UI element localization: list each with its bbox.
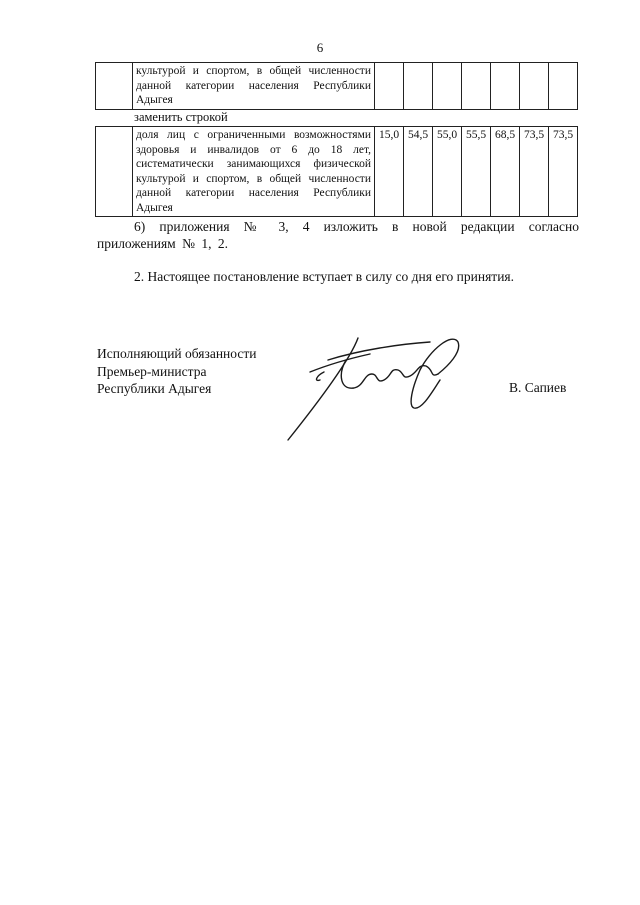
table-cell-value: 73,5	[549, 127, 578, 217]
paragraph-amendment-6: 6) приложения № 3, 4 изложить в новой редакции согласно приложениям № 1, 2.	[97, 219, 579, 251]
table-row-replacement	[95, 126, 578, 217]
paragraph-effective-date: 2. Настоящее постановление вступает в силу со дня его принятия.	[134, 269, 515, 284]
table-cell-value: 55,5	[462, 127, 491, 217]
table-cell-value: 73,5	[520, 127, 549, 217]
table-cell-value	[520, 63, 549, 110]
table-cell-value	[404, 63, 433, 110]
table-cell-value	[549, 63, 578, 110]
page-number: 6	[316, 40, 324, 55]
signatory-name: В. Сапиев	[509, 380, 567, 395]
signatory-title-line: Республики Адыгея	[97, 381, 212, 396]
table-cell-value: 15,0	[375, 127, 404, 217]
handwritten-signature	[280, 330, 480, 445]
table-cell-description: доля лиц с ограниченными возможностями здоровья и инвалидов от 6 до 18 лет, систематически занимающихся физической культурой и спортом, в общей численности данной категории населения Республики Адыгея	[133, 127, 375, 217]
table-cell-value: 68,5	[491, 127, 520, 217]
signatory-title-line: Исполняющий обязанности	[97, 346, 257, 361]
table-cell-value	[491, 63, 520, 110]
table-cell-value	[433, 63, 462, 110]
table-row	[96, 127, 578, 217]
table-cell-index	[96, 63, 133, 110]
table-cell-value: 54,5	[404, 127, 433, 217]
table-row-previous	[95, 62, 578, 110]
signatory-title	[97, 345, 256, 398]
table-cell-value: 55,0	[433, 127, 462, 217]
replace-instruction: заменить строкой	[134, 110, 228, 124]
table-cell-description: культурой и спортом, в общей численности данной категории населения Республики Адыгея	[133, 63, 375, 110]
table-row	[96, 63, 578, 110]
table-cell-value	[462, 63, 491, 110]
table-cell-value	[375, 63, 404, 110]
table-cell-index	[96, 127, 133, 217]
signatory-title-line: Премьер-министра	[97, 363, 207, 379]
